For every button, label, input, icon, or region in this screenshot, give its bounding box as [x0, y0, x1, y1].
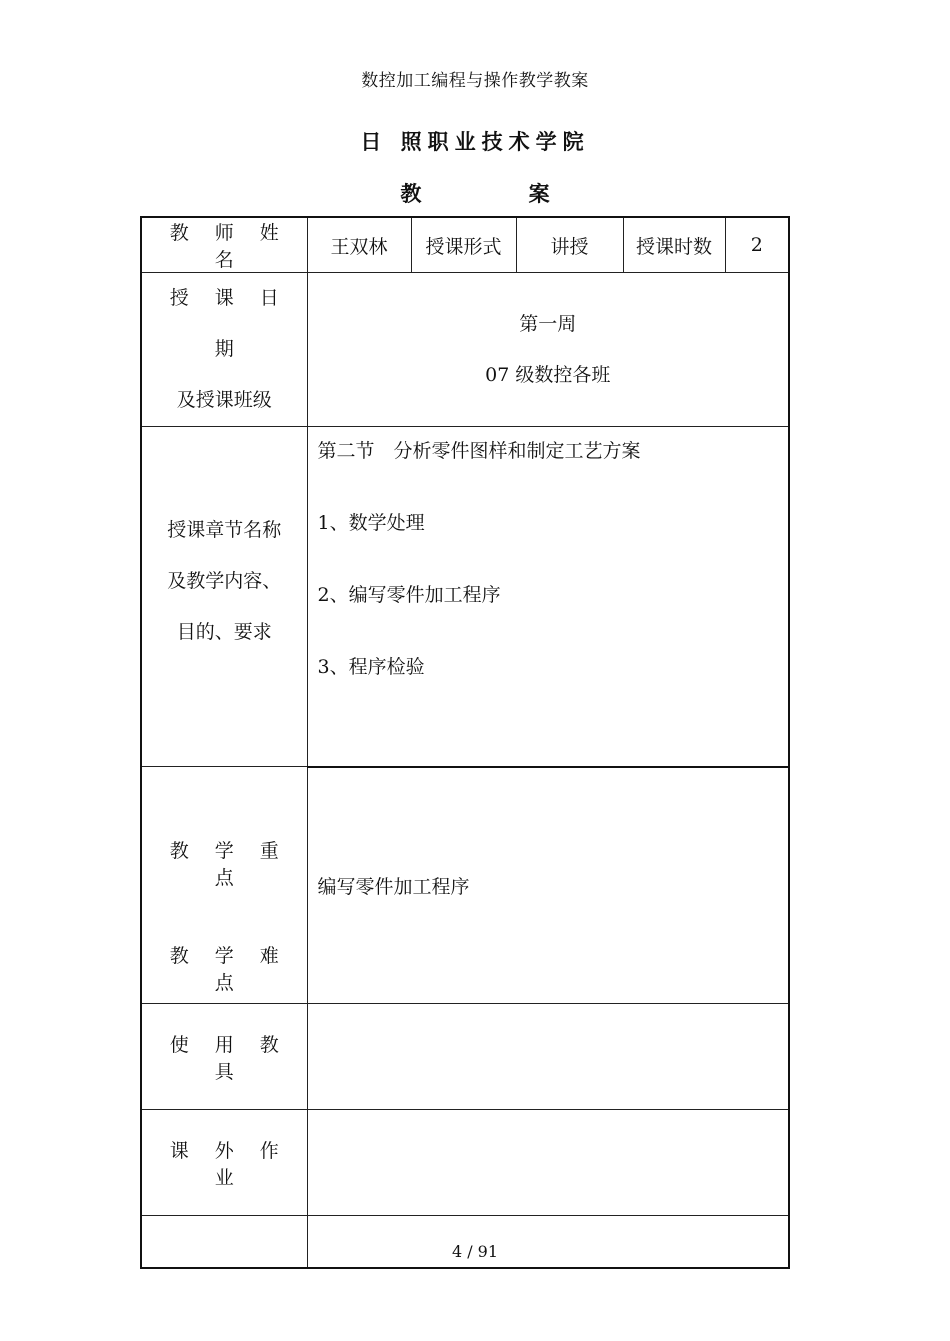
- hours-label: 授课时数: [623, 217, 725, 273]
- section-title: 第二节 分析零件图样和制定工艺方案: [317, 440, 641, 462]
- focus-label: [141, 767, 307, 1004]
- teaching-aids-content: [307, 1004, 789, 1110]
- chapter-content: [307, 427, 789, 767]
- focus-content: 编写零件加工程序: [307, 767, 789, 1004]
- date-label-line1: 授 课 日 期: [169, 287, 289, 360]
- chapter-label-line2: 及教学内容、: [167, 570, 282, 592]
- lesson-plan-table: [140, 216, 790, 1269]
- document-header: 数控加工编程与操作教学教案: [361, 71, 589, 91]
- form-label: 授课形式: [411, 217, 516, 273]
- date-class-content: [307, 273, 789, 427]
- chapter-label-line1: 授课章节名称: [167, 519, 282, 541]
- chapter-label-line3: 目的、要求: [176, 621, 272, 643]
- hours-value: 2: [725, 217, 789, 273]
- content-item-1: 1、数学处理: [317, 512, 425, 534]
- class-value: 07 级数控各班: [485, 363, 611, 386]
- content-item-3: 3、程序检验: [317, 656, 425, 678]
- teacher-name: 王双林: [307, 217, 411, 273]
- chapter-label: [141, 427, 307, 767]
- teaching-aids-row: [141, 1004, 789, 1110]
- focus-row: [141, 767, 789, 1004]
- homework-row: [141, 1110, 789, 1216]
- teacher-row: [141, 217, 789, 273]
- content-item-2: 2、编写零件加工程序: [317, 584, 501, 606]
- homework-content: [307, 1110, 789, 1216]
- form-value: 讲授: [516, 217, 623, 273]
- week-value: 第一周: [519, 312, 577, 335]
- chapter-row: [141, 427, 789, 767]
- key-point-label: 教 学 重 点: [169, 840, 289, 889]
- date-class-label: [141, 273, 307, 427]
- homework-label: 课 外 作 业: [141, 1110, 307, 1216]
- teacher-label: 教 师 姓 名: [141, 217, 307, 273]
- teaching-aids-label: 使 用 教 具: [141, 1004, 307, 1110]
- page-number: 4 / 91: [451, 1242, 499, 1261]
- date-label-line2: 及授课班级: [176, 389, 272, 411]
- school-name: 日 照职业技术学院: [360, 129, 590, 154]
- page-title: 教 案: [400, 181, 600, 206]
- difficult-point-label: 教 学 难 点: [169, 945, 289, 994]
- date-class-row: [141, 273, 789, 427]
